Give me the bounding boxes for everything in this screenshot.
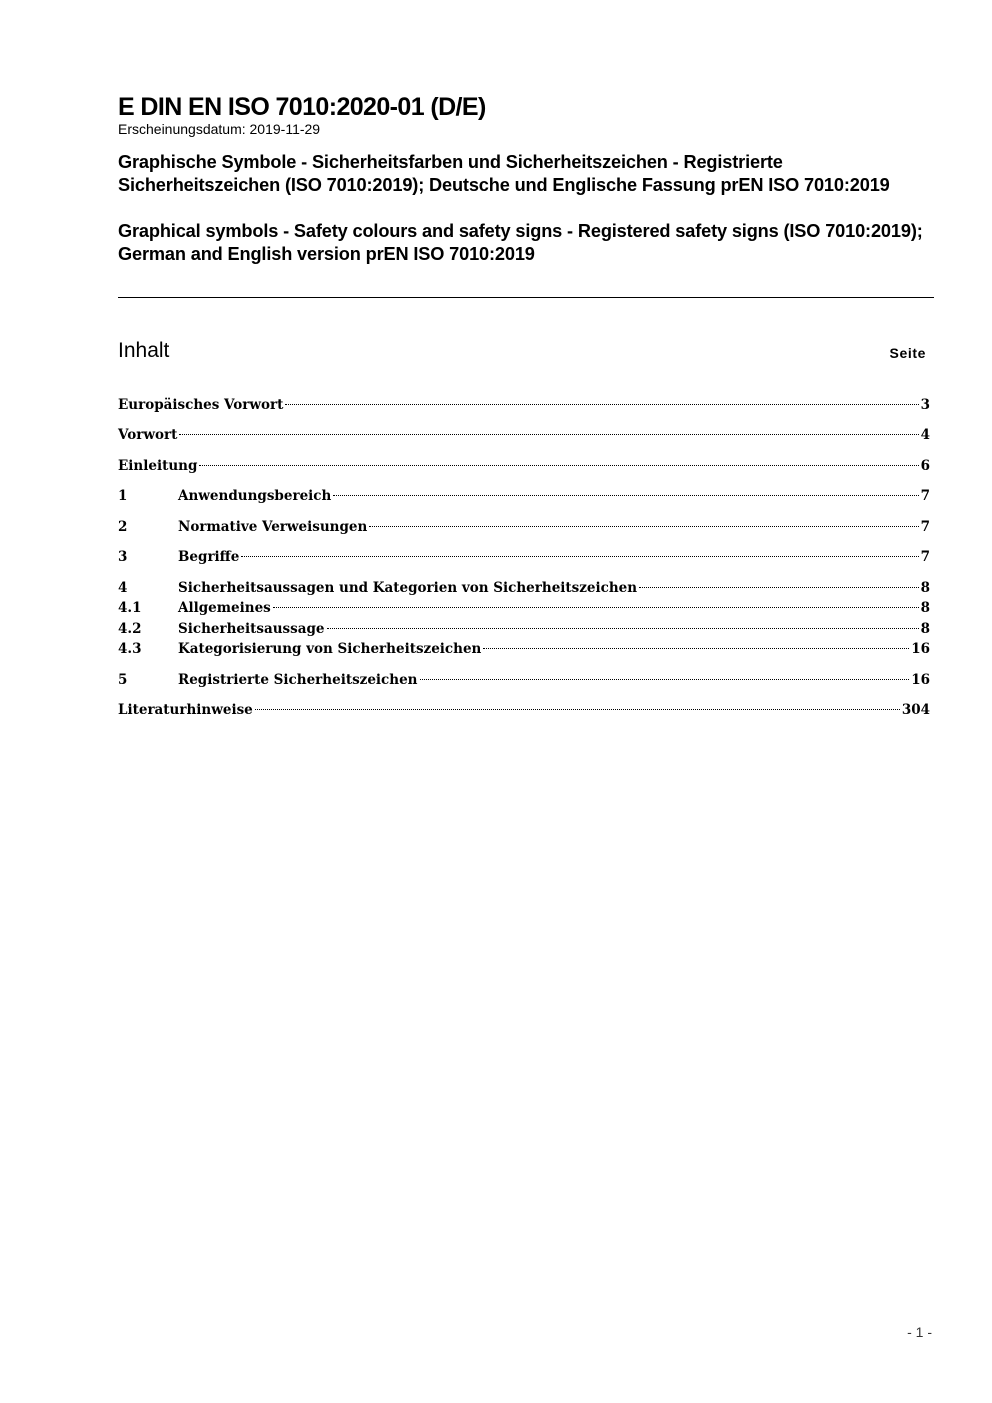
toc-entry-label: Registrierte Sicherheitszeichen [178, 672, 418, 688]
toc-entry-number: 4 [118, 580, 128, 596]
page-number: - 1 - [907, 1324, 932, 1340]
toc-entry-label: Allgemeines [178, 600, 271, 616]
toc-entry-label: Literaturhinweise [118, 702, 253, 718]
toc-entry-label: Sicherheitsaussagen und Kategorien von Sicherheitszeichen [178, 580, 638, 596]
toc-entry-number: 4.2 [118, 621, 142, 637]
toc-entry-label: Begriffe [178, 549, 240, 565]
toc-entry-page: 7 [920, 549, 930, 565]
toc-entry-label: Europäisches Vorwort [118, 397, 284, 413]
toc-leader-dots [285, 404, 918, 405]
toc-entry-page: 16 [911, 641, 930, 657]
toc-leader-dots [639, 587, 919, 588]
title-german: Graphische Symbole - Sicherheitsfarben und Sicherheitszeichen - Registrierte Sicherheitszeichen (ISO 7010:2019); Deutsche und Englische Fassung prEN ISO 7010:2019 [118, 152, 890, 195]
toc-entry-page: 7 [920, 519, 930, 535]
toc-entry-page: 3 [920, 397, 930, 413]
toc-leader-dots [241, 556, 918, 557]
toc-page-column-label: Seite [889, 345, 926, 361]
toc-entry-number: 1 [118, 488, 128, 504]
toc-entry[interactable] [118, 425, 930, 445]
toc-entry-page: 8 [920, 621, 930, 637]
toc-entry[interactable] [118, 670, 930, 690]
toc-leader-dots [199, 465, 918, 466]
toc-entry-page: 8 [920, 600, 930, 616]
toc-entry[interactable] [118, 578, 930, 598]
toc-entry-number: 2 [118, 519, 128, 535]
toc-entry-page: 8 [920, 580, 930, 596]
toc-entry[interactable] [118, 486, 930, 506]
toc-entry-number: 4.1 [118, 600, 142, 616]
toc-leader-dots [333, 495, 918, 496]
toc-entry-page: 4 [920, 427, 930, 443]
document-id: E DIN EN ISO 7010:2020-01 (D/E) [118, 93, 486, 121]
toc-entry[interactable] [118, 517, 930, 537]
header-divider [118, 297, 934, 298]
toc-entry-number: 5 [118, 672, 128, 688]
toc-leader-dots [273, 607, 919, 608]
toc-entry-label: Einleitung [118, 458, 198, 474]
toc-entry-page: 16 [911, 672, 930, 688]
toc-entry-label: Anwendungsbereich [178, 488, 332, 504]
toc-leader-dots [327, 628, 919, 629]
toc-entry[interactable] [118, 639, 930, 659]
document-header [118, 94, 934, 266]
toc-entry-label: Sicherheitsaussage [178, 621, 325, 637]
toc-entry-label: Vorwort [118, 427, 178, 443]
toc-heading: Inhalt [118, 339, 170, 362]
toc-entry-number: 4.3 [118, 641, 142, 657]
publication-date: Erscheinungsdatum: 2019-11-29 [118, 121, 321, 137]
toc-entry-number: 3 [118, 549, 128, 565]
toc-leader-dots [255, 709, 900, 710]
toc-leader-dots [369, 526, 918, 527]
title-english: Graphical symbols - Safety colours and safety signs - Registered safety signs (ISO 7010:2019); German and English version prEN ISO 7010:2019 [118, 221, 923, 264]
toc-header [118, 338, 926, 366]
toc-leader-dots [483, 648, 909, 649]
toc-entry-label: Normative Verweisungen [178, 519, 368, 535]
toc-leader-dots [179, 434, 918, 435]
toc-entry[interactable] [118, 547, 930, 567]
toc-entry[interactable] [118, 598, 930, 618]
toc-leader-dots [420, 679, 910, 680]
toc-entry-page: 6 [920, 458, 930, 474]
toc-entry[interactable] [118, 456, 930, 476]
toc-entry[interactable] [118, 395, 930, 415]
toc-entry-page: 7 [920, 488, 930, 504]
toc-entry[interactable] [118, 619, 930, 639]
toc-entry[interactable] [118, 700, 930, 720]
toc-entry-page: 304 [901, 702, 930, 718]
toc-entry-label: Kategorisierung von Sicherheitszeichen [178, 641, 482, 657]
